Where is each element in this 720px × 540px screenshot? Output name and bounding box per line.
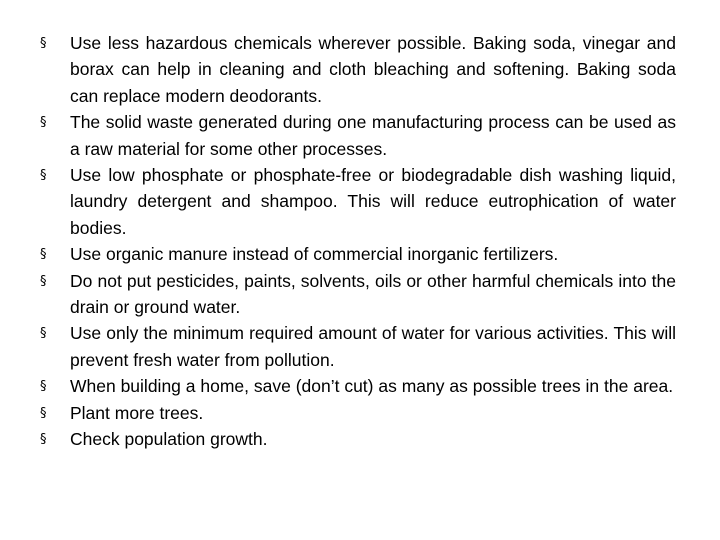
bullet-text: Do not put pesticides, paints, solvents, oils or other harmful chemicals into the drain or ground water. (70, 270, 676, 318)
list-item (40, 373, 676, 399)
list-item (40, 241, 676, 267)
section-sign-bullet-icon (40, 118, 49, 127)
section-sign-bullet-icon (40, 435, 49, 444)
list-item (40, 320, 676, 373)
list-item (40, 109, 676, 162)
section-sign-bullet-icon (40, 39, 49, 48)
section-sign-bullet-icon (40, 171, 49, 180)
section-sign-bullet-icon (40, 409, 49, 418)
bullet-text: The solid waste generated during one manufacturing process can be used as a raw material for some other processes. (70, 112, 676, 159)
bullet-text: Use less hazardous chemicals wherever possible. Baking soda, vinegar and borax can help in cleaning and cloth bleaching and softening. Baking soda can replace modern deodorants. (70, 33, 676, 106)
section-sign-bullet-icon (40, 277, 49, 286)
list-item (40, 30, 676, 109)
list-item (40, 268, 676, 321)
section-sign-bullet-icon (40, 382, 49, 391)
list-item (40, 426, 676, 452)
bullet-list (40, 30, 676, 453)
section-sign-bullet-icon (40, 250, 49, 259)
bullet-text: Use organic manure instead of commercial inorganic fertilizers. (70, 244, 559, 265)
section-sign-bullet-icon (40, 329, 49, 338)
bullet-text: Plant more trees. (70, 402, 204, 423)
list-item (40, 162, 676, 241)
bullet-text: Use low phosphate or phosphate-free or biodegradable dish washing liquid, laundry detergent and shampoo. This will reduce eutrophication of water bodies. (70, 165, 676, 238)
bullet-text: Check population growth. (70, 429, 268, 450)
list-item (40, 400, 676, 426)
bullet-text: When building a home, save (don’t cut) as many as possible trees in the area. (70, 376, 674, 397)
bullet-text: Use only the minimum required amount of water for various activities. This will prevent fresh water from pollution. (70, 323, 676, 370)
